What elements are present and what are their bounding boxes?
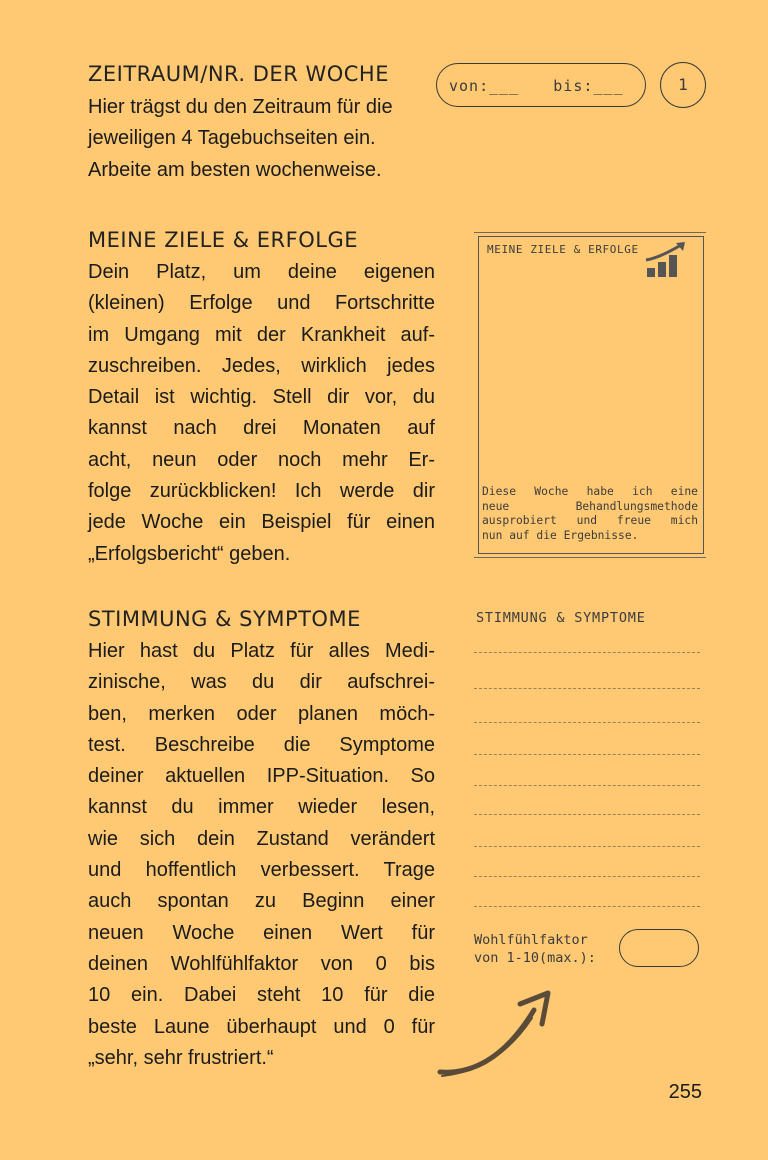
heading-goals: MEINE ZIELE & ERFOLGE: [88, 228, 358, 252]
text-goals: [88, 257, 435, 570]
growth-chart-icon: [645, 241, 689, 279]
text-line: und hoffentlich verbessert. Trage: [88, 859, 435, 882]
goals-example-text: [482, 485, 698, 543]
text-line: deiner aktuellen IPP-Situation. So: [88, 765, 435, 788]
page-number: 255: [668, 1081, 702, 1103]
text-line: jede Woche ein Beispiel für einen: [88, 511, 435, 534]
text-line: Hier hast du Platz für alles Medi-: [88, 640, 435, 662]
text-week: [88, 92, 435, 186]
text-line: „sehr, sehr frustriert.“: [88, 1046, 274, 1069]
date-from-label: von:___: [449, 77, 520, 95]
text-mood: [88, 636, 435, 1074]
writing-line: [474, 688, 700, 689]
curved-arrow-icon: [436, 990, 556, 1080]
text-line: jeweiligen 4 Tagebuchseiten ein.: [88, 127, 376, 150]
date-range-field: [436, 63, 646, 107]
text-line: Detail ist wichtig. Stell dir vor, du: [88, 386, 435, 409]
writing-line: [474, 785, 700, 786]
text-line: test. Beschreibe die Symptome: [88, 733, 435, 756]
writing-line: [474, 906, 700, 907]
writing-line: [474, 846, 700, 847]
example-line: nun auf die Ergebnisse.: [482, 528, 639, 542]
wellbeing-label-line: von 1-10(max.):: [474, 950, 596, 966]
text-line: (kleinen) Erfolge und Fortschritte: [88, 292, 435, 315]
goals-box: [478, 236, 704, 554]
writing-line: [474, 876, 700, 877]
text-line: Arbeite am besten wochenweise.: [88, 158, 382, 181]
example-line: neue Behandlungsmethode: [482, 499, 698, 513]
text-line: kannst du immer wieder lesen,: [88, 796, 435, 819]
text-line: beste Laune überhaupt und 0 für: [88, 1015, 435, 1038]
text-line: neuen Woche einen Wert für: [88, 921, 435, 944]
writing-line: [474, 722, 700, 723]
heading-week: ZEITRAUM/NR. DER WOCHE: [88, 62, 389, 86]
example-line: ausprobiert und freue mich: [482, 514, 698, 527]
week-number-badge: 1: [660, 62, 706, 108]
text-line: auch spontan zu Beginn einer: [88, 890, 435, 913]
text-line: zuschreiben. Jedes, wirklich jedes: [88, 354, 435, 377]
text-line: Dein Platz, um deine eigenen: [88, 261, 435, 283]
heading-mood: STIMMUNG & SYMPTOME: [88, 607, 361, 631]
goals-box-title: MEINE ZIELE & ERFOLGE: [487, 243, 639, 256]
wellbeing-field: [619, 929, 699, 967]
text-line: im Umgang mit der Krankheit auf-: [88, 323, 435, 346]
example-line: Diese Woche habe ich eine: [482, 485, 698, 498]
text-line: folge zurückblicken! Ich werde dir: [88, 480, 435, 503]
text-line: wie sich dein Zustand verändert: [88, 827, 435, 850]
writing-line: [474, 652, 700, 653]
text-line: zinische, was du dir aufschrei-: [88, 671, 435, 694]
text-line: ben, merken oder planen möch-: [88, 702, 435, 725]
wellbeing-label: [474, 931, 596, 967]
date-to-label: bis:___: [553, 77, 624, 95]
writing-line: [474, 754, 700, 755]
text-line: 10 ein. Dabei steht 10 für die: [88, 984, 435, 1007]
text-line: deinen Wohlfühlfaktor von 0 bis: [88, 952, 435, 975]
text-line: kannst nach drei Monaten auf: [88, 417, 435, 440]
writing-line: [474, 814, 700, 815]
text-line: Hier trägst du den Zeitraum für die: [88, 96, 393, 118]
mood-box-title: STIMMUNG & SYMPTOME: [476, 610, 646, 626]
wellbeing-label-line: Wohlfühlfaktor: [474, 932, 588, 948]
text-line: „Erfolgsbericht“ geben.: [88, 542, 291, 565]
text-line: acht, neun oder noch mehr Er-: [88, 448, 435, 471]
